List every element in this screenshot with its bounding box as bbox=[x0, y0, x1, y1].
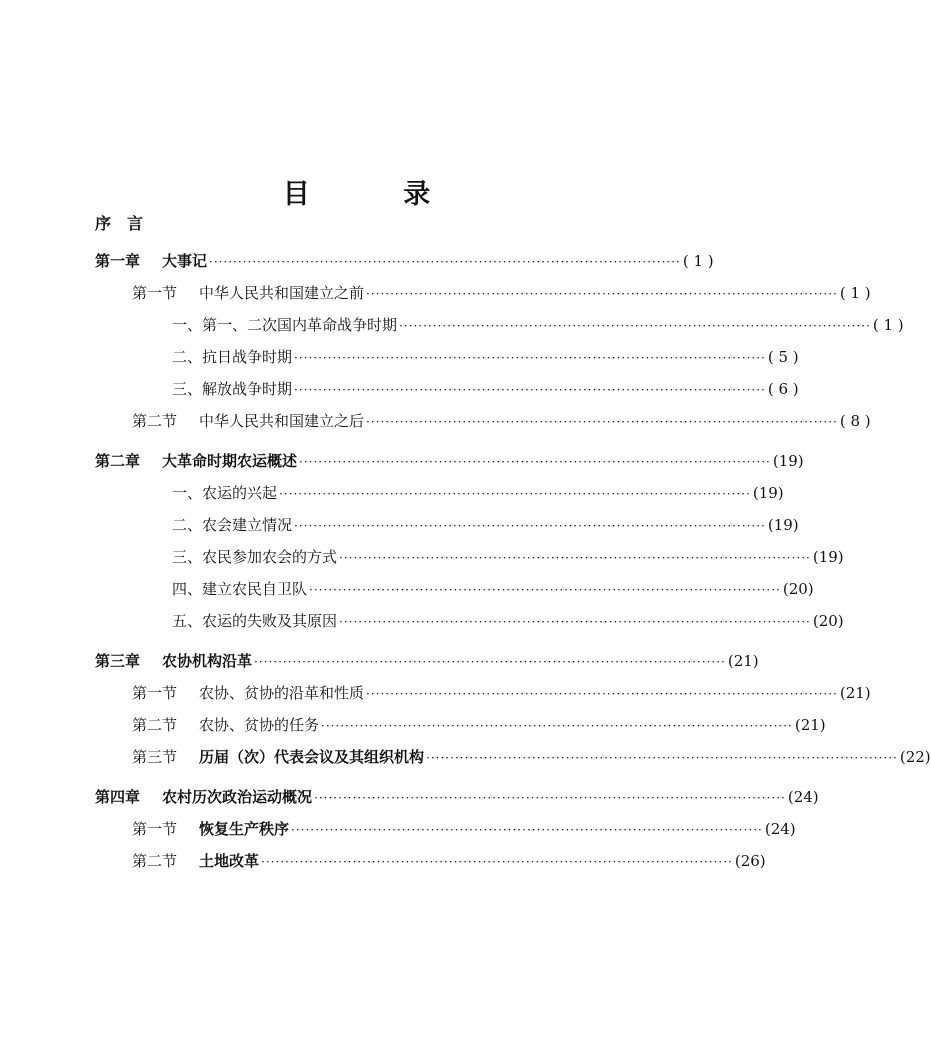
toc-section[interactable] bbox=[132, 283, 871, 303]
section-title: 农协、贫协的任务 bbox=[199, 716, 320, 734]
section-title: 土地改革 bbox=[199, 852, 260, 870]
toc-item[interactable] bbox=[172, 315, 904, 335]
page-number: (21) bbox=[727, 652, 759, 670]
chapter-number: 第二章 bbox=[95, 452, 141, 470]
page-number: ( 8 ) bbox=[839, 412, 871, 430]
section-number: 第三节 bbox=[132, 748, 178, 766]
section-title: 历届（次）代表会议及其组织机构 bbox=[199, 748, 425, 766]
toc-item[interactable] bbox=[172, 547, 844, 567]
leader-dots: ·································································································· bbox=[366, 287, 838, 301]
toc-item[interactable] bbox=[172, 347, 799, 367]
page-number: ( 1 ) bbox=[839, 284, 871, 302]
toc-chapter-4[interactable] bbox=[95, 787, 819, 807]
toc-item[interactable] bbox=[172, 611, 844, 631]
toc-section[interactable] bbox=[132, 715, 826, 735]
page-number: (21) bbox=[839, 684, 871, 702]
leader-dots: ·································································································· bbox=[309, 583, 781, 597]
toc-chapter-3[interactable] bbox=[95, 651, 759, 671]
toc-chapter-2[interactable] bbox=[95, 451, 804, 471]
toc-item[interactable] bbox=[172, 579, 814, 599]
item-title: 三、农民参加农会的方式 bbox=[172, 548, 338, 566]
page-number: ( 1 ) bbox=[682, 252, 714, 270]
page-number: ( 6 ) bbox=[767, 380, 799, 398]
page-number: (19) bbox=[812, 548, 844, 566]
chapter-title: 农村历次政治运动概况 bbox=[162, 788, 313, 806]
item-title: 一、第一、二次国内革命战争时期 bbox=[172, 316, 398, 334]
chapter-title: 大革命时期农运概述 bbox=[162, 452, 298, 470]
page-number: (21) bbox=[794, 716, 826, 734]
chapter-number: 第四章 bbox=[95, 788, 141, 806]
page-title: 目 录 bbox=[282, 179, 473, 210]
toc-section[interactable] bbox=[132, 819, 796, 839]
page-number: ( 1 ) bbox=[872, 316, 904, 334]
page-number: (24) bbox=[787, 788, 819, 806]
page-number: (24) bbox=[764, 820, 796, 838]
section-number: 第一节 bbox=[132, 284, 178, 302]
page-number: (19) bbox=[772, 452, 804, 470]
item-title: 一、农运的兴起 bbox=[172, 484, 278, 502]
section-number: 第二节 bbox=[132, 412, 178, 430]
page-number: (19) bbox=[752, 484, 784, 502]
leader-dots: ·································································································· bbox=[294, 383, 766, 397]
leader-dots: ·································································································· bbox=[339, 551, 811, 565]
section-title: 中华人民共和国建立之后 bbox=[199, 412, 365, 430]
toc-section[interactable] bbox=[132, 851, 766, 871]
leader-dots: ·································································································· bbox=[294, 519, 766, 533]
section-title: 恢复生产秩序 bbox=[199, 820, 290, 838]
toc-item[interactable] bbox=[172, 483, 784, 503]
section-number: 第二节 bbox=[132, 716, 178, 734]
chapter-title: 大事记 bbox=[162, 252, 208, 270]
leader-dots: ·································································································· bbox=[399, 319, 871, 333]
toc-item[interactable] bbox=[172, 515, 799, 535]
item-title: 四、建立农民自卫队 bbox=[172, 580, 308, 598]
section-number: 第一节 bbox=[132, 684, 178, 702]
preface-heading: 序言 bbox=[95, 214, 160, 233]
page-number: (26) bbox=[734, 852, 766, 870]
page-number: (20) bbox=[812, 612, 844, 630]
item-title: 三、解放战争时期 bbox=[172, 380, 293, 398]
toc-section[interactable] bbox=[132, 747, 931, 767]
toc-chapter-1[interactable] bbox=[95, 251, 714, 271]
leader-dots: ·································································································· bbox=[294, 351, 766, 365]
page-number: ( 5 ) bbox=[767, 348, 799, 366]
leader-dots: ·································································································· bbox=[314, 791, 786, 805]
leader-dots: ·································································································· bbox=[291, 823, 763, 837]
leader-dots: ·································································································· bbox=[299, 455, 771, 469]
chapter-number: 第一章 bbox=[95, 252, 141, 270]
leader-dots: ·································································································· bbox=[366, 415, 838, 429]
section-number: 第二节 bbox=[132, 852, 178, 870]
leader-dots: ·································································································· bbox=[426, 751, 898, 765]
leader-dots: ·································································································· bbox=[209, 255, 681, 269]
toc-item[interactable] bbox=[172, 379, 799, 399]
leader-dots: ·································································································· bbox=[321, 719, 793, 733]
item-title: 五、农运的失败及其原因 bbox=[172, 612, 338, 630]
leader-dots: ·································································································· bbox=[254, 655, 726, 669]
toc-section[interactable] bbox=[132, 411, 871, 431]
item-title: 二、抗日战争时期 bbox=[172, 348, 293, 366]
leader-dots: ·································································································· bbox=[366, 687, 838, 701]
section-number: 第一节 bbox=[132, 820, 178, 838]
page-number: (22) bbox=[899, 748, 931, 766]
item-title: 二、农会建立情况 bbox=[172, 516, 293, 534]
page-number: (20) bbox=[782, 580, 814, 598]
section-title: 中华人民共和国建立之前 bbox=[199, 284, 365, 302]
leader-dots: ·································································································· bbox=[261, 855, 733, 869]
chapter-title: 农协机构沿革 bbox=[162, 652, 253, 670]
section-title: 农协、贫协的沿革和性质 bbox=[199, 684, 365, 702]
leader-dots: ·································································································· bbox=[279, 487, 751, 501]
chapter-number: 第三章 bbox=[95, 652, 141, 670]
leader-dots: ·································································································· bbox=[339, 615, 811, 629]
toc-section[interactable] bbox=[132, 683, 871, 703]
page-number: (19) bbox=[767, 516, 799, 534]
